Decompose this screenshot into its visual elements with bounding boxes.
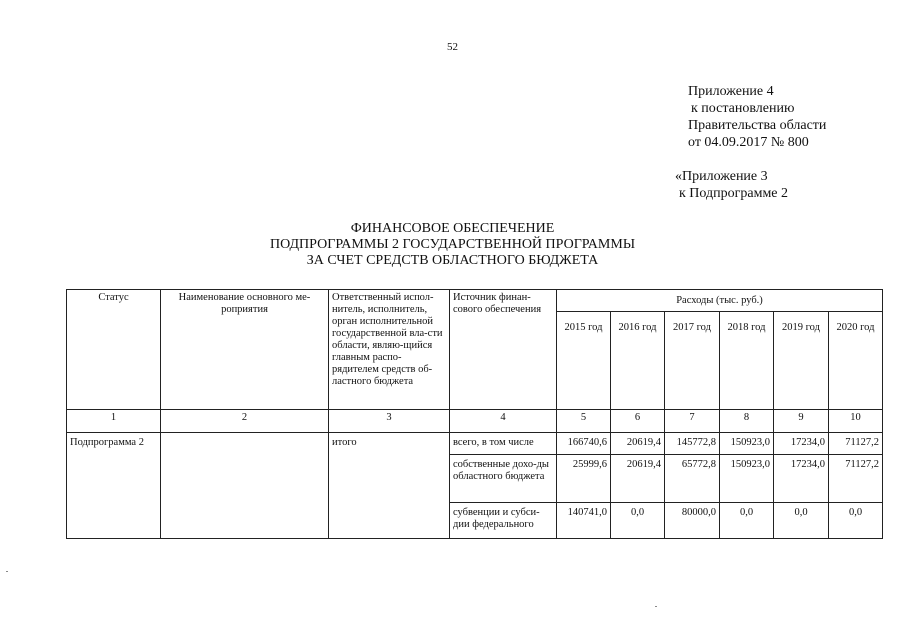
header-year: 2017 год bbox=[665, 312, 720, 410]
status-cell: Подпрограмма 2 bbox=[67, 433, 161, 539]
table-header-row bbox=[67, 290, 883, 312]
column-number: 2 bbox=[161, 410, 329, 433]
value-cell: 20619,4 bbox=[611, 433, 665, 455]
source-cell: субвенции и субси-дии федерального bbox=[450, 503, 557, 539]
column-number: 6 bbox=[611, 410, 665, 433]
appendix-line: от 04.09.2017 № 800 bbox=[688, 135, 809, 150]
table-row bbox=[67, 433, 883, 455]
title-line: ЗА СЧЕТ СРЕДСТВ ОБЛАСТНОГО БЮДЖЕТА bbox=[306, 253, 599, 268]
source-cell: всего, в том числе bbox=[450, 433, 557, 455]
column-number: 9 bbox=[774, 410, 829, 433]
value-cell: 17234,0 bbox=[774, 455, 829, 503]
value-cell: 150923,0 bbox=[720, 455, 774, 503]
value-cell: 20619,4 bbox=[611, 455, 665, 503]
value-cell: 0,0 bbox=[829, 503, 883, 539]
scan-speck bbox=[655, 606, 657, 607]
header-year: 2018 год bbox=[720, 312, 774, 410]
column-number: 5 bbox=[557, 410, 611, 433]
column-number: 1 bbox=[67, 410, 161, 433]
appendix-reference-line: «Приложение 3 bbox=[675, 169, 768, 184]
value-cell: 166740,6 bbox=[557, 433, 611, 455]
column-number: 7 bbox=[665, 410, 720, 433]
value-cell: 80000,0 bbox=[665, 503, 720, 539]
value-cell: 0,0 bbox=[720, 503, 774, 539]
header-status: Статус bbox=[67, 290, 161, 410]
column-number: 10 bbox=[829, 410, 883, 433]
header-year: 2019 год bbox=[774, 312, 829, 410]
document-title bbox=[0, 221, 905, 269]
value-cell: 140741,0 bbox=[557, 503, 611, 539]
appendix-line: Приложение 4 bbox=[688, 84, 774, 99]
executor-cell: итого bbox=[329, 433, 450, 539]
value-cell: 71127,2 bbox=[829, 455, 883, 503]
appendix-block bbox=[688, 83, 826, 151]
header-source: Источник финан-сового обеспечения bbox=[450, 290, 557, 410]
value-cell: 65772,8 bbox=[665, 455, 720, 503]
header-year: 2015 год bbox=[557, 312, 611, 410]
appendix-reference-block bbox=[675, 168, 788, 202]
column-number: 4 bbox=[450, 410, 557, 433]
header-year: 2020 год bbox=[829, 312, 883, 410]
source-cell: собственные дохо-ды областного бюджета bbox=[450, 455, 557, 503]
column-number: 3 bbox=[329, 410, 450, 433]
value-cell: 0,0 bbox=[611, 503, 665, 539]
column-numbers-row bbox=[67, 410, 883, 433]
header-executor: Ответственный испол-нитель, исполнитель, орган исполнительной государственной вла-сти области, являю-щийся главным распо-рядителем средств об-ластного бюджета bbox=[329, 290, 450, 410]
column-number: 8 bbox=[720, 410, 774, 433]
appendix-line: к постановлению bbox=[691, 101, 795, 116]
title-line: ФИНАНСОВОЕ ОБЕСПЕЧЕНИЕ bbox=[350, 221, 555, 236]
header-year: 2016 год bbox=[611, 312, 665, 410]
value-cell: 25999,6 bbox=[557, 455, 611, 503]
appendix-reference-line: к Подпрограмме 2 bbox=[679, 186, 789, 201]
value-cell: 0,0 bbox=[774, 503, 829, 539]
value-cell: 145772,8 bbox=[665, 433, 720, 455]
event-cell bbox=[161, 433, 329, 539]
value-cell: 71127,2 bbox=[829, 433, 883, 455]
value-cell: 150923,0 bbox=[720, 433, 774, 455]
scan-speck bbox=[6, 571, 8, 572]
header-expenses: Расходы (тыс. руб.) bbox=[557, 290, 883, 312]
value-cell: 17234,0 bbox=[774, 433, 829, 455]
header-event: Наименование основного ме-роприятия bbox=[161, 290, 329, 410]
page-number: 52 bbox=[447, 41, 458, 53]
title-line: ПОДПРОГРАММЫ 2 ГОСУДАРСТВЕННОЙ ПРОГРАММЫ bbox=[269, 237, 636, 252]
appendix-line: Правительства области bbox=[688, 118, 827, 133]
budget-table bbox=[66, 289, 883, 539]
